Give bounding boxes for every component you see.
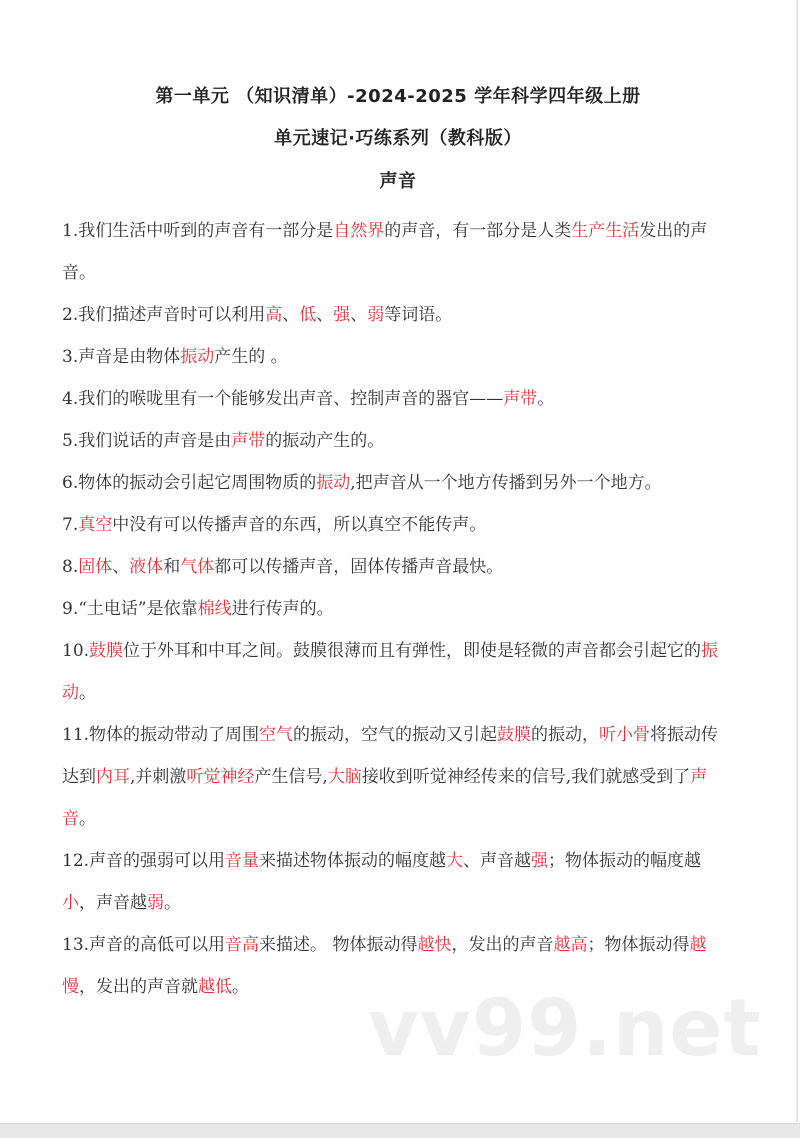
document-title: 第一单元 （知识清单）-2024-2025 学年科学四年级上册 (155, 86, 641, 107)
highlighted-keyword: 真空 (78, 515, 113, 535)
item-text: 中没有可以传播声音的东西，所以真空不能传声。 (112, 515, 487, 535)
item-text: ,把声音从一个地方传播到另外一个地方。 (350, 473, 662, 493)
item-text: 、 (350, 305, 368, 325)
document-subtitle: 单元速记·巧练系列（教科版） (274, 128, 522, 149)
item-text: 3.声音是由物体 (62, 347, 181, 367)
highlighted-keyword: 音高 (225, 935, 260, 955)
highlighted-keyword: 小 (62, 893, 79, 913)
highlighted-keyword: 生产生活 (571, 221, 640, 241)
item-text: 位于外耳和中耳之间。鼓膜很薄而且有弹性，即使是轻微的声音都会引起它的 (123, 641, 702, 661)
item-text: 产生信号, (254, 767, 328, 787)
item-text: 13.声音的高低可以用 (62, 935, 226, 955)
item-text: 5.我们说话的声音是由 (62, 431, 232, 451)
item-text: 1.我们生活中听到的声音有一部分是 (62, 221, 334, 241)
highlighted-keyword: 鼓膜 (497, 725, 532, 745)
list-item (62, 714, 734, 840)
list-item (62, 840, 734, 924)
highlighted-keyword: 气体 (180, 557, 215, 577)
item-text: 11.物体的振动带动了周围 (62, 725, 260, 745)
item-text: 的声音，有一部分是人类 (384, 221, 572, 241)
item-text: ；物体振动的幅度越 (548, 851, 702, 871)
item-text: ，声音越 (79, 893, 147, 913)
item-text: 。 (79, 683, 96, 703)
item-text: 9.“土电话”是依靠 (62, 599, 198, 619)
highlighted-keyword: 液体 (129, 557, 164, 577)
item-text: 来描述。 物体振动得 (259, 935, 418, 955)
item-text: 。 (164, 893, 181, 913)
highlighted-keyword: 低 (299, 305, 317, 325)
item-text: 10. (62, 641, 90, 661)
highlighted-keyword: 强 (531, 851, 549, 871)
item-text: 2.我们描述声音时可以利用 (62, 305, 266, 325)
highlighted-keyword: 听小骨 (599, 725, 651, 745)
highlighted-keyword: 音量 (225, 851, 260, 871)
list-item (62, 630, 734, 714)
highlighted-keyword: 内耳 (96, 767, 130, 787)
item-text: ；物体振动得 (587, 935, 690, 955)
highlighted-keyword: 固体 (78, 557, 113, 577)
item-text: 6.物体的振动会引起它周围物质的 (62, 473, 317, 493)
highlighted-keyword: 强 (333, 305, 351, 325)
item-text: 、 (282, 305, 300, 325)
item-text: 4.我们的喉咙里有一个能够发出声音、控制声音的器官—— (62, 389, 504, 409)
list-item (62, 588, 734, 630)
item-text: ,并刺激 (130, 767, 187, 787)
list-item (62, 378, 734, 420)
highlighted-keyword: 自然界 (333, 221, 385, 241)
highlighted-keyword: 声带 (231, 431, 266, 451)
list-item (62, 546, 734, 588)
highlighted-keyword: 大脑 (327, 767, 362, 787)
list-item (62, 294, 734, 336)
highlighted-keyword: 振动 (180, 347, 215, 367)
item-text: 的振动产生的。 (265, 431, 385, 451)
highlighted-keyword: 空气 (259, 725, 294, 745)
item-text: 都可以传播声音，固体传播声音最快。 (214, 557, 504, 577)
knowledge-list (62, 210, 734, 1008)
list-item (62, 420, 734, 462)
item-text: 和 (163, 557, 181, 577)
highlighted-keyword: 越高 (553, 935, 588, 955)
item-text: 等词语。 (384, 305, 453, 325)
item-text: 。 (232, 977, 249, 997)
list-item (62, 336, 734, 378)
item-text: 发出的声音。 (62, 221, 708, 283)
list-item (62, 462, 734, 504)
item-text: 、声音越 (463, 851, 532, 871)
item-text: 。 (79, 809, 96, 829)
list-item (62, 504, 734, 546)
highlighted-keyword: 声带 (503, 389, 538, 409)
item-text: 将振动传达到 (62, 725, 719, 787)
item-text: 8. (62, 557, 79, 577)
item-text: 的振动， (531, 725, 600, 745)
list-item (62, 210, 734, 294)
item-text: 、 (316, 305, 334, 325)
item-text: 来描述物体振动的幅度越 (259, 851, 447, 871)
item-text: 接收到听觉神经传来的信号,我们就感受到了 (361, 767, 691, 787)
highlighted-keyword: 弱 (147, 893, 164, 913)
section-title: 声音 (379, 171, 417, 192)
item-text: 进行传声的。 (231, 599, 334, 619)
item-text: ，发出的声音 (451, 935, 554, 955)
highlighted-keyword: 越快 (417, 935, 452, 955)
highlighted-keyword: 声音 (62, 767, 708, 829)
highlighted-keyword: 棉线 (197, 599, 232, 619)
item-text: 、 (112, 557, 130, 577)
watermark: vv99.net (368, 984, 762, 1074)
item-text: 的振动，空气的振动又引起 (293, 725, 498, 745)
highlighted-keyword: 越慢 (62, 935, 707, 997)
highlighted-keyword: 大 (446, 851, 464, 871)
item-text: 7. (62, 515, 79, 535)
highlighted-keyword: 越低 (198, 977, 232, 997)
item-text: ，发出的声音就 (79, 977, 198, 997)
page-bottom-border (0, 1123, 800, 1138)
item-text: 。 (537, 389, 555, 409)
highlighted-keyword: 听觉神经 (186, 767, 255, 787)
item-text: 产生的 。 (214, 347, 288, 367)
item-text: 12.声音的强弱可以用 (62, 851, 226, 871)
highlighted-keyword: 振动 (62, 641, 719, 703)
highlighted-keyword: 振动 (316, 473, 351, 493)
highlighted-keyword: 鼓膜 (89, 641, 124, 661)
highlighted-keyword: 弱 (367, 305, 385, 325)
highlighted-keyword: 高 (265, 305, 283, 325)
